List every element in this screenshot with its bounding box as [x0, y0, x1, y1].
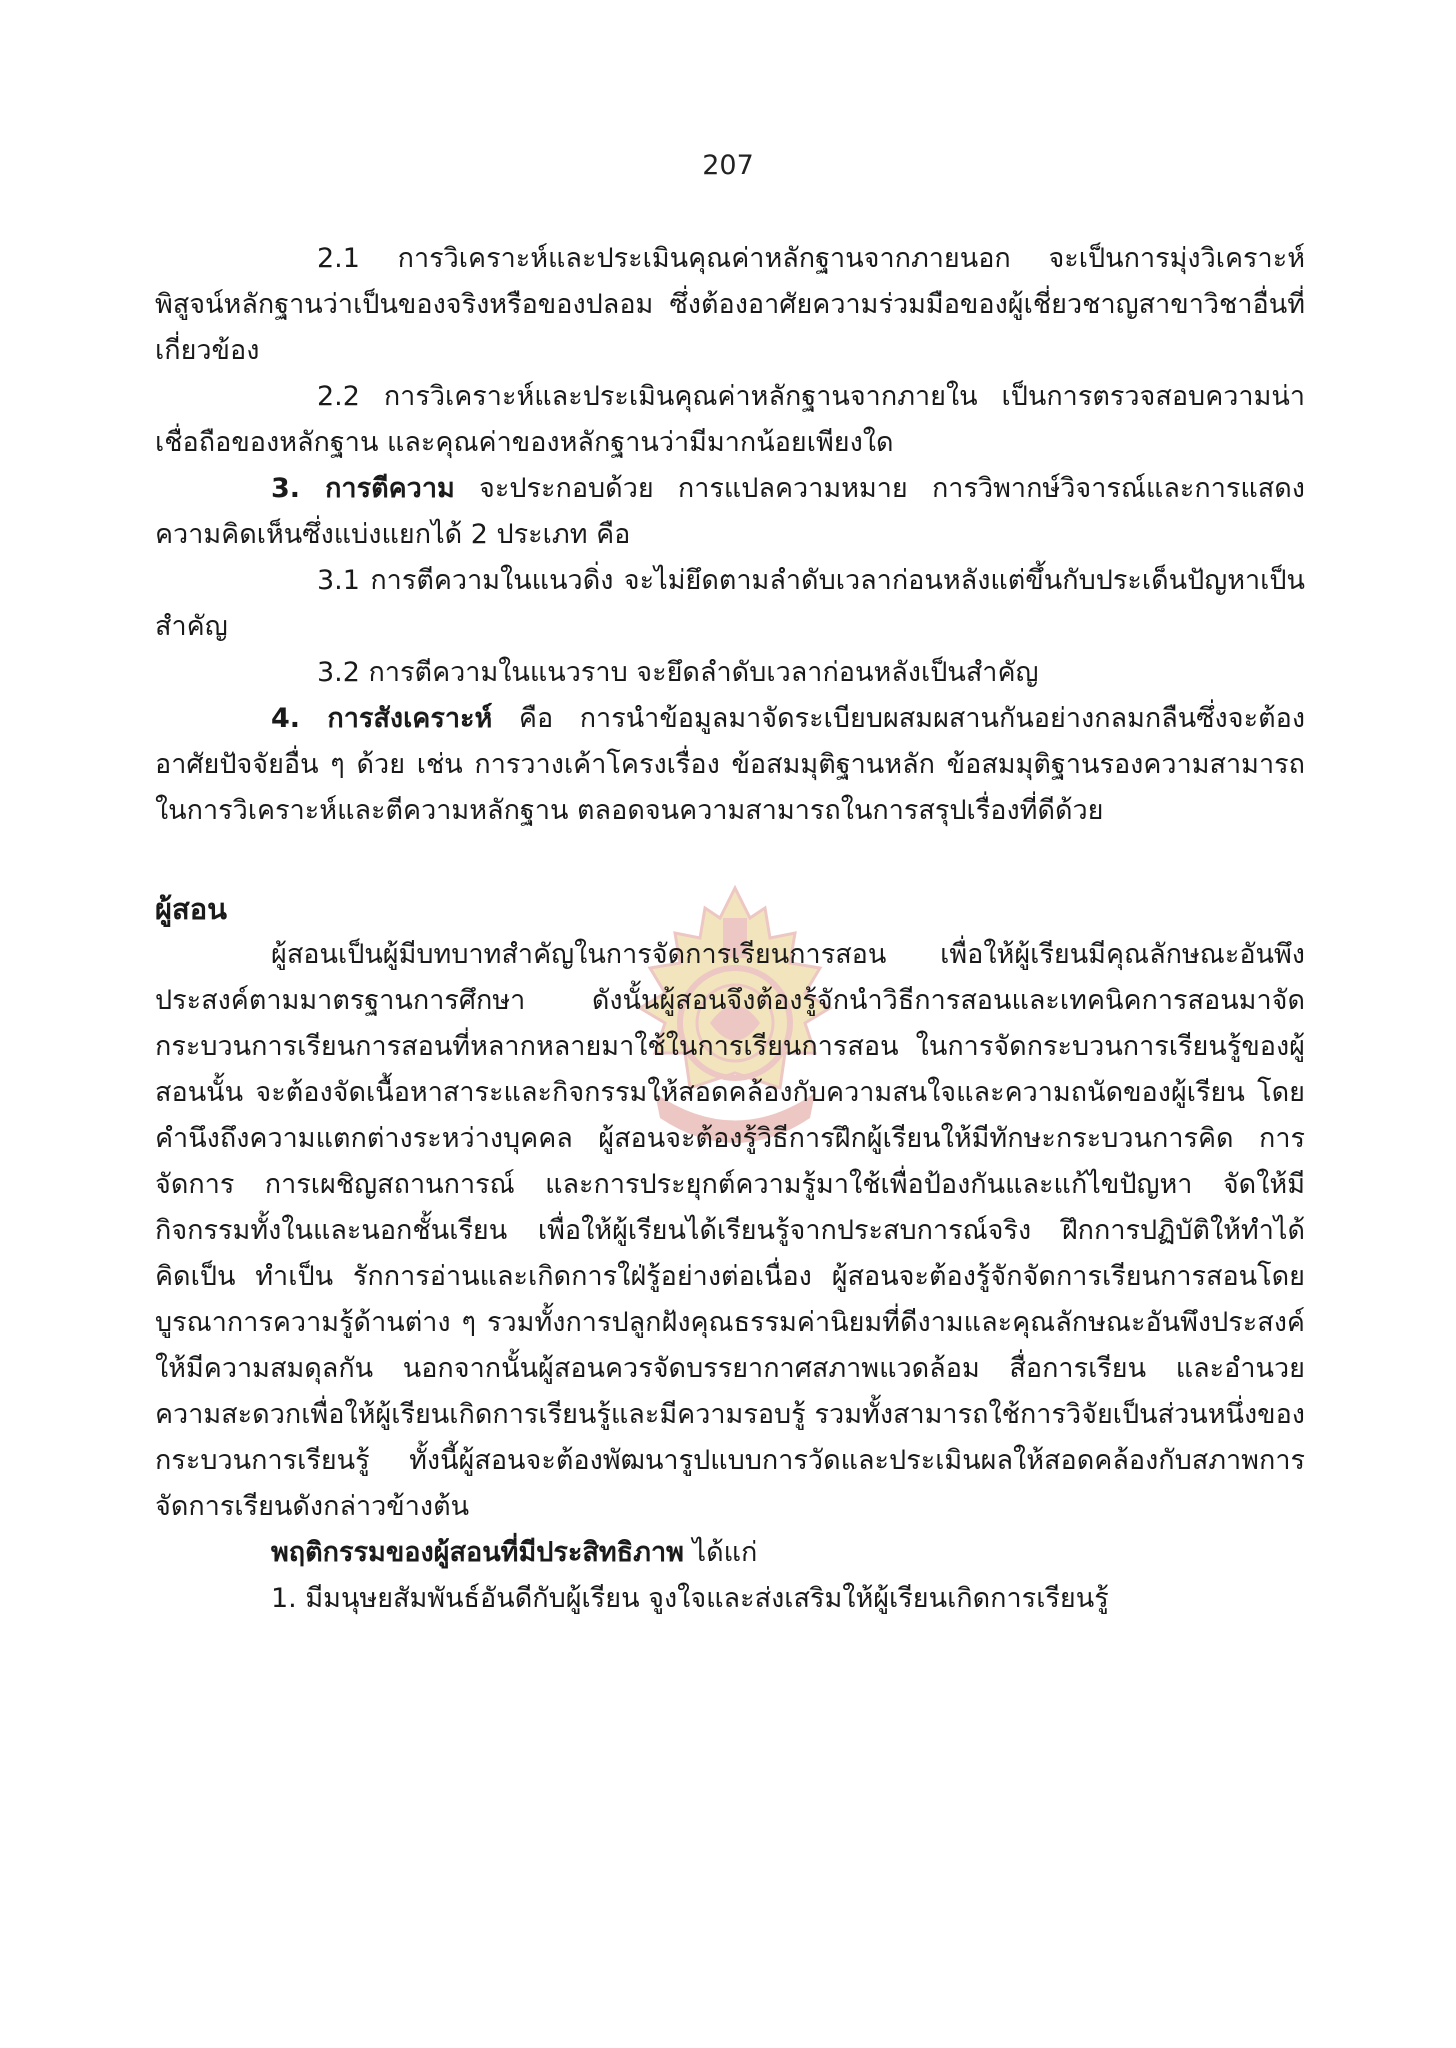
- interpretation-text: จะประกอบด้วย การแปลความหมาย การวิพากษ์วิจารณ์และการแสดงความคิดเห็นซึ่งแบ่งแยกได้ 2 ประเภท คือ: [155, 473, 1305, 550]
- document-body: [155, 236, 1305, 1622]
- page-number: 207: [702, 150, 754, 181]
- paragraph-3-1: 3.1 การตีความในแนวดิ่ง จะไม่ยึดตามลำดับเวลาก่อนหลังแต่ขึ้นกับประเด็นปัญหาเป็นสำคัญ: [155, 565, 1305, 642]
- paragraph-3-2: 3.2 การตีความในแนวราบ จะยึดลำดับเวลาก่อนหลังเป็นสำคัญ: [317, 657, 1039, 688]
- paragraph-2-2: 2.2 การวิเคราะห์และประเมินคุณค่าหลักฐานจากภายใน เป็นการตรวจสอบความน่าเชื่อถือของหลักฐาน และคุณค่าของหลักฐานว่ามีมากน้อยเพียงใด: [155, 381, 1305, 458]
- effective-behavior-text: ได้แก่: [683, 1537, 758, 1568]
- list-item-1: 1. มีมนุษยสัมพันธ์อันดีกับผู้เรียน จูงใจและส่งเสริมให้ผู้เรียนเกิดการเรียนรู้: [271, 1583, 1109, 1614]
- effective-behavior-heading: พฤติกรรมของผู้สอนที่มีประสิทธิภาพ: [271, 1537, 684, 1568]
- section-gap: [155, 834, 1305, 880]
- section-heading-teacher: ผู้สอน: [155, 892, 227, 926]
- paragraph-synthesis: [155, 696, 1305, 834]
- synthesis-text: คือ การนำข้อมูลมาจัดระเบียบผสมผสานกันอย่างกลมกลืนซึ่งจะต้องอาศัยปัจจัยอื่น ๆ ด้วย เช่น การวางเค้าโครงเรื่อง ข้อสมมุติฐานหลัก ข้อสมมุติฐานรองความสามารถในการวิเคราะห์และตีความหลักฐาน ตลอดจนความสามารถในการสรุปเรื่องที่ดีด้วย: [155, 703, 1305, 826]
- synthesis-heading: 4. การสังเคราะห์: [271, 703, 493, 734]
- interpretation-heading: 3. การตีความ: [271, 473, 455, 504]
- paragraph-2-1: 2.1 การวิเคราะห์และประเมินคุณค่าหลักฐานจากภายนอก จะเป็นการมุ่งวิเคราะห์พิสูจน์หลักฐานว่าเป็นของจริงหรือของปลอม ซึ่งต้องอาศัยความร่วมมือของผู้เชี่ยวชาญสาขาวิชาอื่นที่เกี่ยวข้อง: [155, 243, 1305, 366]
- paragraph-teacher: ผู้สอนเป็นผู้มีบทบาทสำคัญในการจัดการเรียนการสอน เพื่อให้ผู้เรียนมีคุณลักษณะอันพึงประสงค์ตามมาตรฐานการศึกษา ดังนั้นผู้สอนจึงต้องรู้จักนำวิธีการสอนและเทคนิคการสอนมาจัดกระบวนการเรียนการสอนที่หลากหลายมาใช้ในการเรียนการสอน ในการจัดกระบวนการเรียนรู้ของผู้สอนนั้น จะต้องจัดเนื้อหาสาระและกิจกรรมให้สอดคล้องกับความสนใจและความถนัดของผู้เรียน โดยคำนึงถึงความแตกต่างระหว่างบุคคล ผู้สอนจะต้องรู้วิธีการฝึกผู้เรียนให้มีทักษะกระบวนการคิด การจัดการ การเผชิญสถานการณ์ และการประยุกต์ความรู้มาใช้เพื่อป้องกันและแก้ไขปัญหา จัดให้มีกิจกรรมทั้งในและนอกชั้นเรียน เพื่อให้ผู้เรียนได้เรียนรู้จากประสบการณ์จริง ฝึกการปฏิบัติให้ทำได้ คิดเป็น ทำเป็น รักการอ่านและเกิดการใฝ่รู้อย่างต่อเนื่อง ผู้สอนจะต้องรู้จักจัดการเรียนการสอนโดยบูรณาการความรู้ด้านต่าง ๆ รวมทั้งการปลูกฝังคุณธรรมค่านิยมที่ดีงามและคุณลักษณะอันพึงประสงค์ให้มีความสมดุลกัน นอกจากนั้นผู้สอนควรจัดบรรยากาศสภาพแวดล้อม สื่อการเรียน และอำนวยความสะดวกเพื่อให้ผู้เรียนเกิดการเรียนรู้และมีความรอบรู้ รวมทั้งสามารถใช้การวิจัยเป็นส่วนหนึ่งของกระบวนการเรียนรู้ ทั้งนี้ผู้สอนจะต้องพัฒนารูปแบบการวัดและประเมินผลให้สอดคล้องกับสภาพการจัดการเรียนดังกล่าวข้างต้น: [155, 939, 1305, 1522]
- paragraph-effective-behavior: [155, 1530, 1305, 1576]
- paragraph-interpretation: [155, 466, 1305, 558]
